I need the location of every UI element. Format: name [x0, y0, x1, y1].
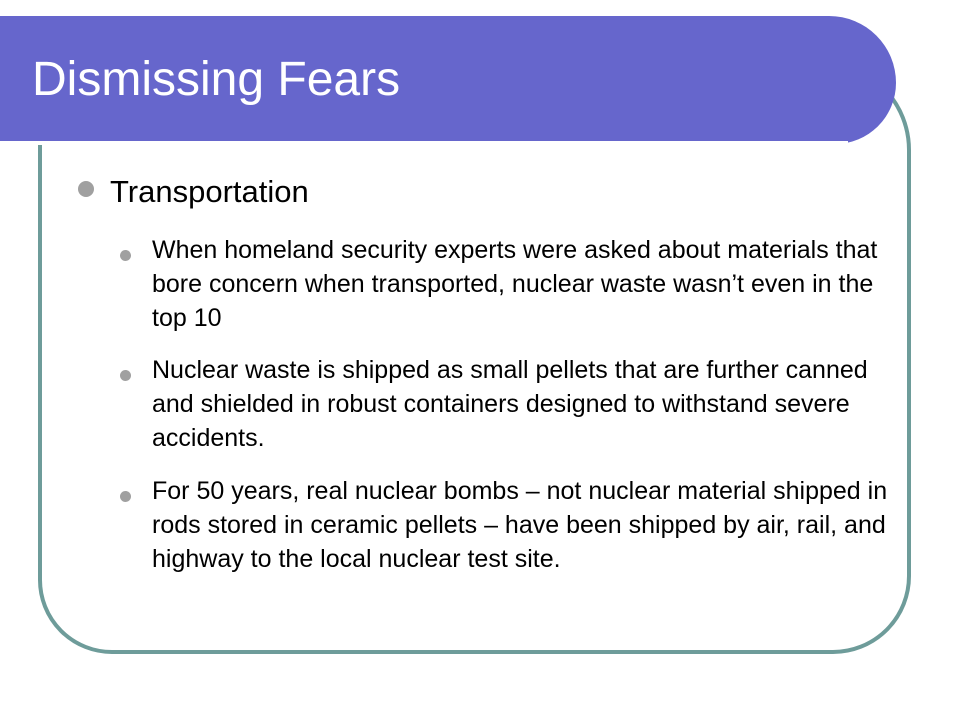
bullet-icon [120, 250, 131, 261]
bullet-icon [78, 181, 94, 197]
title-underline [0, 141, 848, 145]
title-banner [0, 16, 896, 144]
bullet-text-3: For 50 years, real nuclear bombs – not nuclear material shipped in rods stored in ceramic pellets – have been shipped by air, rail, and highway to the local nuclear test site. [152, 477, 888, 573]
bullet-icon [120, 491, 131, 502]
bullet-text-1: When homeland security experts were asked about materials that bore concern when transported, nuclear waste wasn’t even in the top 10 [152, 236, 878, 332]
section-heading: Transportation [110, 174, 309, 209]
bullet-text-2: Nuclear waste is shipped as small pellets that are further canned and shielded in robust containers designed to withstand severe accidents. [152, 356, 868, 452]
bullet-icon [120, 370, 131, 381]
slide-title: Dismissing Fears [32, 53, 401, 106]
